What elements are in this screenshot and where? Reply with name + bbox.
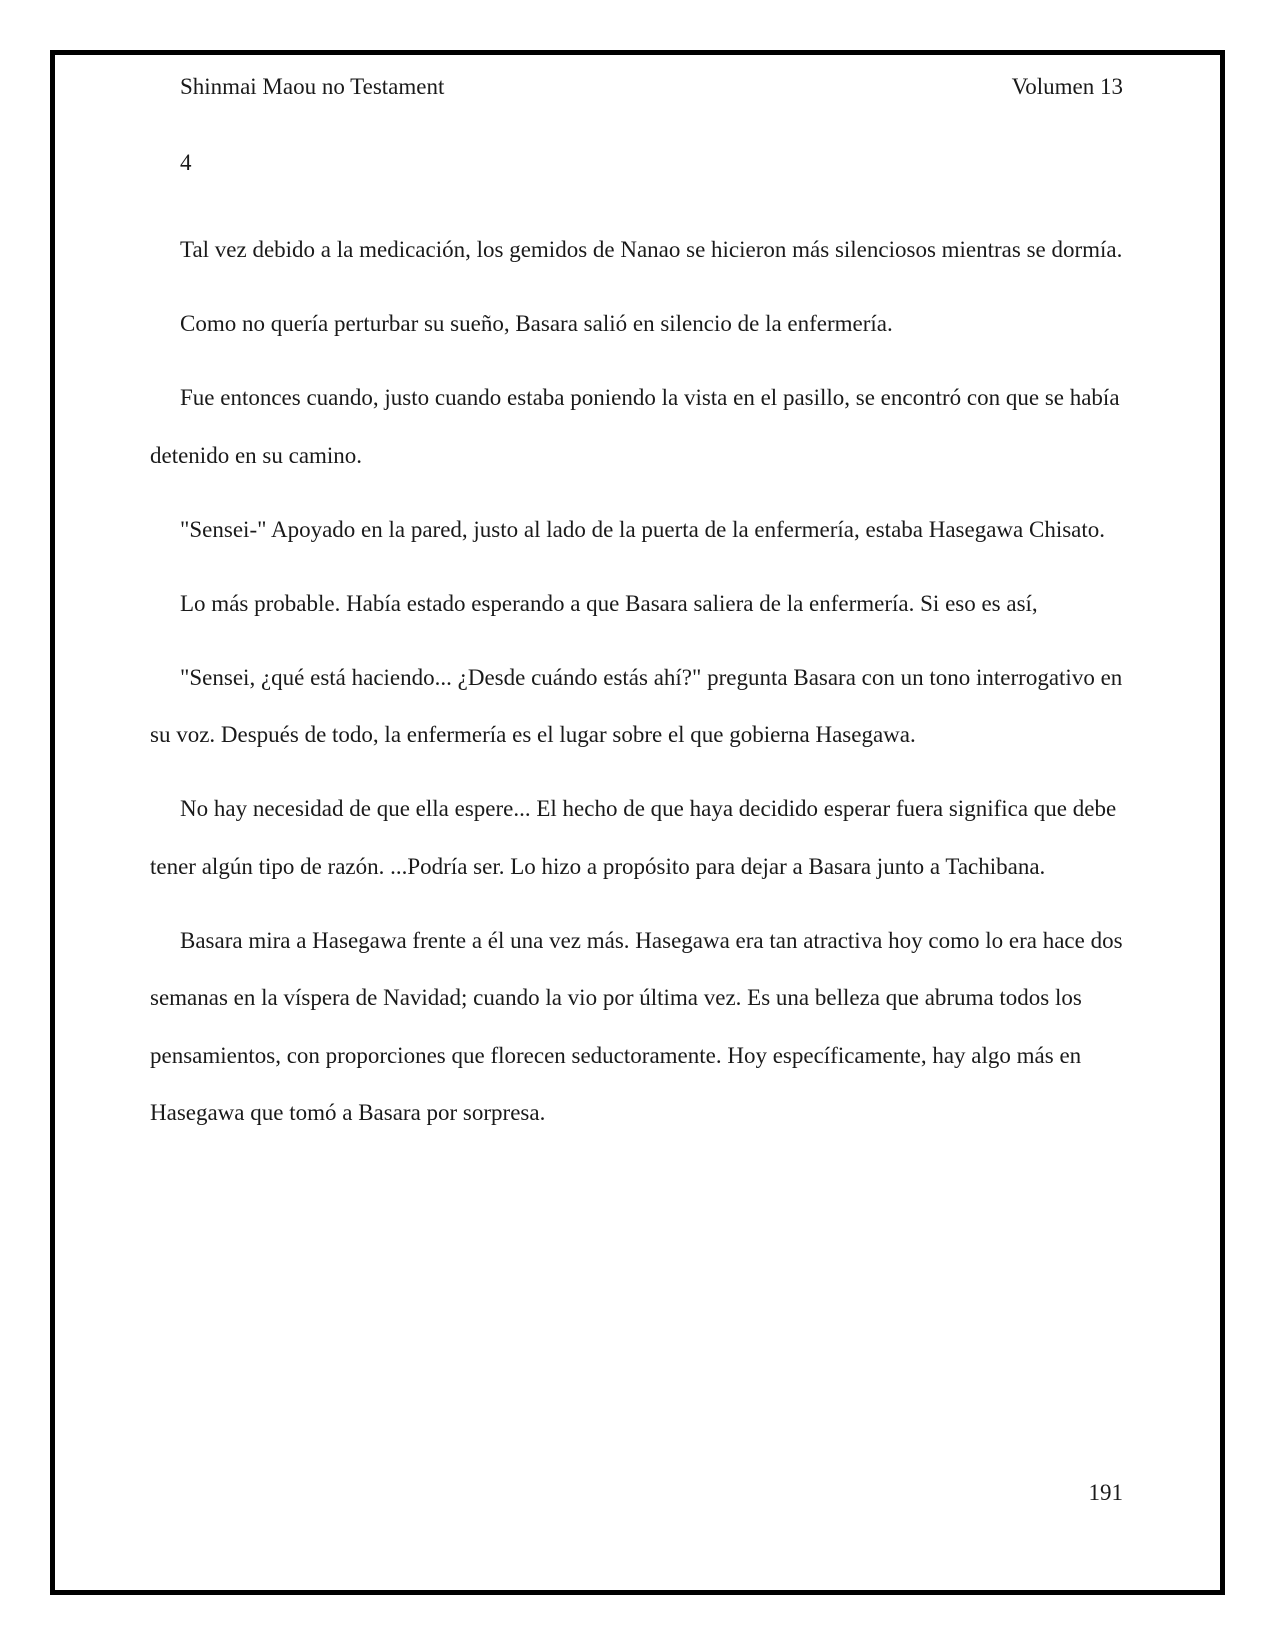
running-header-title: Shinmai Maou no Testament <box>180 74 445 99</box>
paragraph: Como no quería perturbar su sueño, Basara salió en silencio de la enfermería. <box>180 311 893 336</box>
page-number: 191 <box>1088 1480 1123 1505</box>
paragraph: Lo más probable. Había estado esperando a que Basara saliera de la enfermería. Si eso es así, <box>180 590 1038 616</box>
body-text <box>150 221 1125 1158</box>
paragraph: "Sensei, ¿qué está haciendo... ¿Desde cuándo estás ahí?" pregunta Basara con un tono interrogativo en su voz. Después de todo, la enfermería es el lugar sobre el que gobierna Hasegawa. <box>150 664 1123 747</box>
section-number: 4 <box>180 150 192 175</box>
paragraph: Fue entonces cuando, justo cuando estaba poniendo la vista en el pasillo, se encontró con que se había detenido en su camino. <box>150 385 1120 468</box>
paragraph: No hay necesidad de que ella espere... El hecho de que haya decidido esperar fuera significa que debe tener algún tipo de razón. ...Podría ser. Lo hizo a propósito para dejar a Basara junto a Tachibana. <box>150 796 1117 879</box>
running-header-volume: Volumen 13 <box>1011 74 1123 99</box>
paragraph: "Sensei-" Apoyado en la pared, justo al lado de la puerta de la enfermería, estaba Hasegawa Chisato. <box>180 516 1106 542</box>
paragraph: Tal vez debido a la medicación, los gemidos de Nanao se hicieron más silenciosos mientras se dormía. <box>180 237 1123 262</box>
paragraph: Basara mira a Hasegawa frente a él una vez más. Hasegawa era tan atractiva hoy como lo era hace dos semanas en la víspera de Navidad; cuando la vio por última vez. Es una belleza que abruma todos los pensamientos, con proporciones que florecen seductoramente. Hoy específicamente, hay algo más en Hasegawa que tomó a Basara por sorpresa. <box>150 927 1123 1125</box>
